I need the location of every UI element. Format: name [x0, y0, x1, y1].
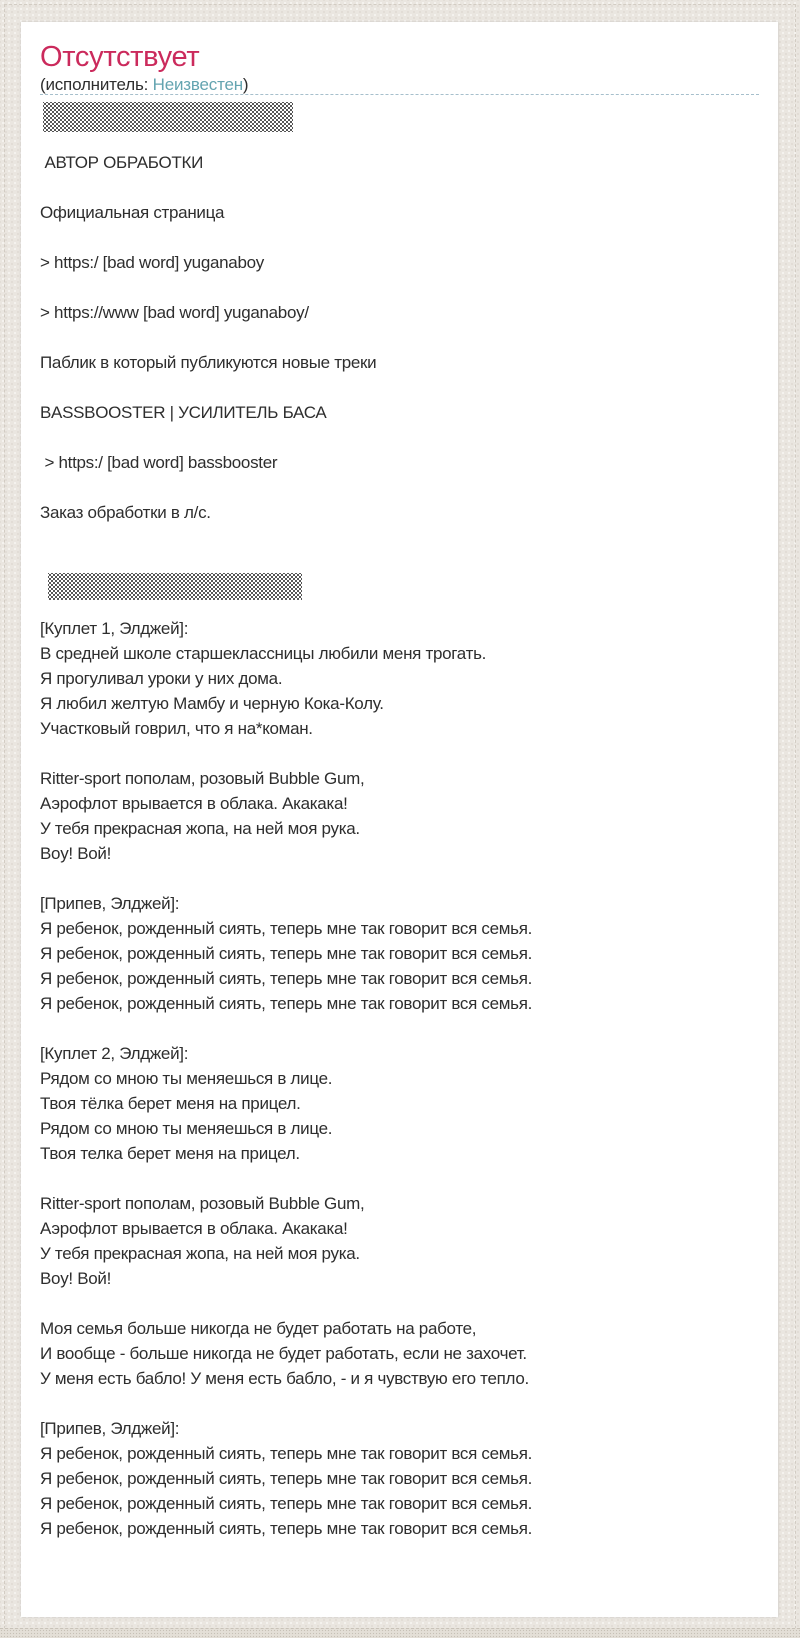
- stanza-verse-1: [40, 616, 759, 741]
- lyric-line: Рядом со мною ты меняешься в лице.: [40, 1069, 333, 1088]
- lyric-line: Я ребенок, рожденный сиять, теперь мне так говорит вся семья.: [40, 1469, 533, 1488]
- artist-link[interactable]: Неизвестен: [152, 75, 243, 94]
- lyric-line: У меня есть бабло! У меня есть бабло, - и я чувствую его тепло.: [40, 1369, 529, 1388]
- lyric-line: Участковый говрил, что я на*коман.: [40, 719, 313, 738]
- info-line-bassbooster: BASSBOOSTER | УСИЛИТЕЛЬ БАСА: [40, 403, 327, 422]
- info-section: [40, 150, 759, 525]
- info-line-author-heading: АВТОР ОБРАБОТКИ: [40, 153, 203, 172]
- lyric-line: В средней школе старшеклассницы любили меня трогать.: [40, 644, 487, 663]
- lyric-line: [Куплет 1, Элджей]:: [40, 619, 189, 638]
- lyric-line: Аэрофлот врывается в облака. Акакака!: [40, 794, 348, 813]
- info-line-order: Заказ обработки в л/с.: [40, 503, 211, 522]
- censored-image-top: [43, 102, 293, 132]
- lyric-line: Я ребенок, рожденный сиять, теперь мне так говорит вся семья.: [40, 1519, 533, 1538]
- artist-label: (исполнитель:: [40, 75, 153, 94]
- lyric-line: Я ребенок, рожденный сиять, теперь мне так говорит вся семья.: [40, 969, 533, 988]
- page-texture-bottom: [0, 1628, 800, 1638]
- lyrics-card: [21, 22, 778, 1617]
- lyric-line: Ritter-sport пополам, розовый Bubble Gum,: [40, 769, 365, 788]
- lyric-line: Аэрофлот врывается в облака. Акакака!: [40, 1219, 348, 1238]
- info-line-link-2: > https://www [bad word] yuganaboy/: [40, 303, 309, 322]
- lyric-line: Boy! Вой!: [40, 844, 112, 863]
- lyric-line: Я ребенок, рожденный сиять, теперь мне так говорит вся семья.: [40, 1444, 533, 1463]
- stanza-chorus-2: [40, 1416, 759, 1541]
- lyric-line: Я любил желтую Мамбу и черную Кока-Колу.: [40, 694, 384, 713]
- artist-label-suffix: ): [242, 75, 249, 94]
- info-line-public: Паблик в который публикуются новые треки: [40, 353, 377, 372]
- lyric-line: Я ребенок, рожденный сиять, теперь мне так говорит вся семья.: [40, 1494, 533, 1513]
- song-header: [40, 40, 759, 95]
- lyric-line: Boy! Вой!: [40, 1269, 112, 1288]
- stanza-bridge-1: [40, 766, 759, 866]
- lyric-line: Я ребенок, рожденный сиять, теперь мне так говорит вся семья.: [40, 944, 533, 963]
- censored-image-middle: [48, 573, 302, 600]
- info-line-official-page: Официальная страница: [40, 203, 225, 222]
- info-line-link-1: > https:/ [bad word] yuganaboy: [40, 253, 264, 272]
- song-title: Отсутствует: [40, 41, 200, 73]
- stanza-verse-2: [40, 1041, 759, 1166]
- info-line-link-3: > https:/ [bad word] bassbooster: [40, 453, 278, 472]
- lyric-line: [Припев, Элджей]:: [40, 1419, 180, 1438]
- stanza-outro-verse: [40, 1316, 759, 1391]
- stanza-bridge-2: [40, 1191, 759, 1291]
- stanza-chorus-1: [40, 891, 759, 1016]
- lyric-line: Я прогуливал уроки у них дома.: [40, 669, 283, 688]
- lyric-line: У тебя прекрасная жопа, на ней моя рука.: [40, 1244, 360, 1263]
- lyric-line: Ritter-sport пополам, розовый Bubble Gum,: [40, 1194, 365, 1213]
- lyric-line: [Куплет 2, Элджей]:: [40, 1044, 189, 1063]
- lyrics-section: [40, 616, 759, 1541]
- lyric-line: Рядом со мною ты меняешься в лице.: [40, 1119, 333, 1138]
- lyric-line: [Припев, Элджей]:: [40, 894, 180, 913]
- lyric-line: Я ребенок, рожденный сиять, теперь мне так говорит вся семья.: [40, 919, 533, 938]
- lyric-line: У тебя прекрасная жопа, на ней моя рука.: [40, 819, 360, 838]
- lyric-line: Твоя телка берет меня на прицел.: [40, 1144, 300, 1163]
- lyric-line: И вообще - больше никогда не будет работать, если не захочет.: [40, 1344, 527, 1363]
- artist-line: [40, 76, 759, 94]
- lyric-line: Твоя тёлка берет меня на прицел.: [40, 1094, 301, 1113]
- lyric-line: Я ребенок, рожденный сиять, теперь мне так говорит вся семья.: [40, 994, 533, 1013]
- lyric-line: Моя семья больше никогда не будет работать на работе,: [40, 1319, 477, 1338]
